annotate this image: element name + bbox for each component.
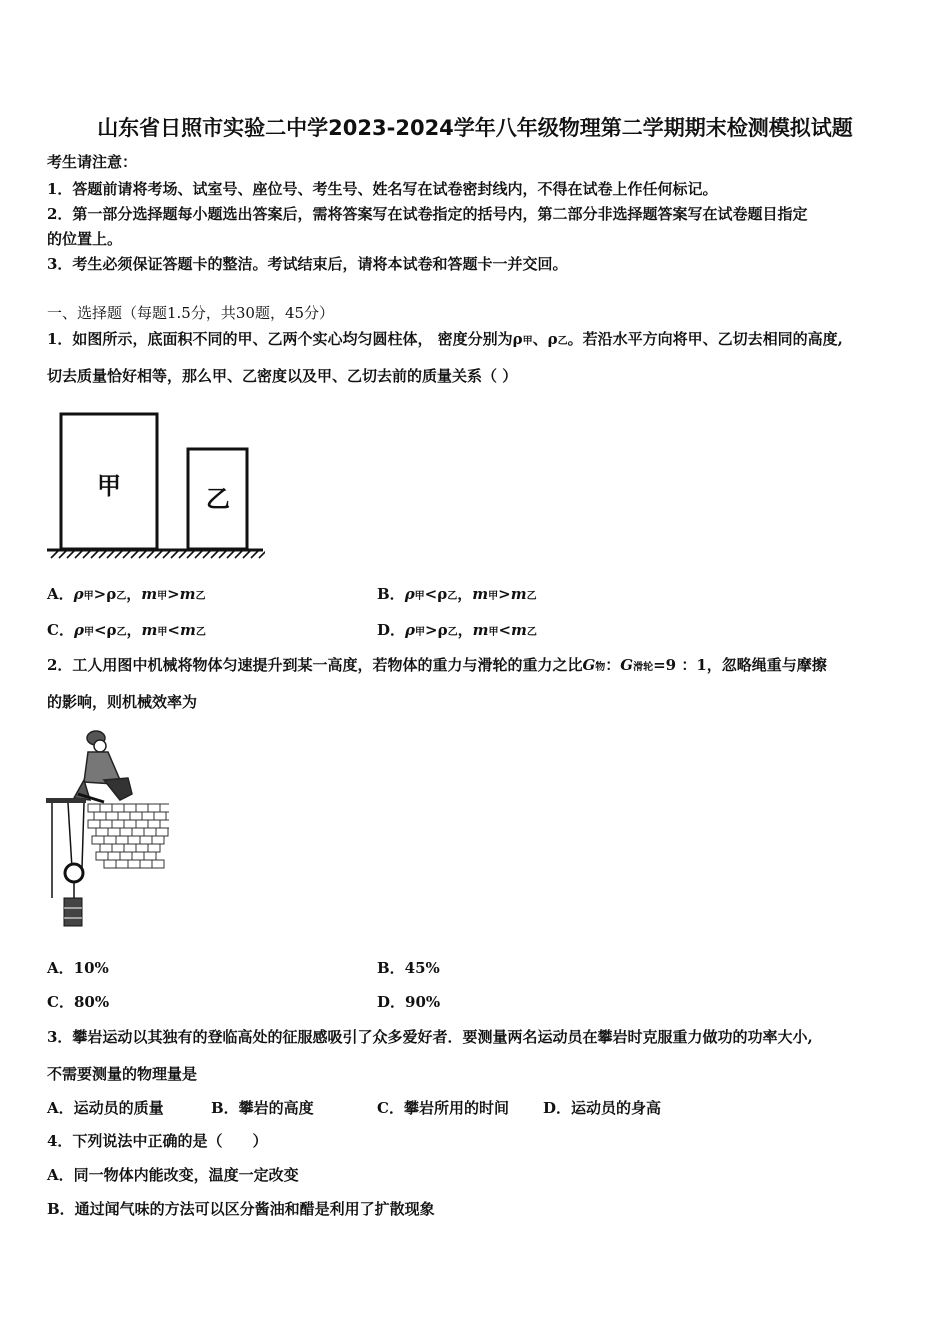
notice-item-2-cont: 的位置上。 bbox=[47, 230, 123, 248]
q1-rho-yi: ρ乙 bbox=[547, 330, 568, 348]
notice-item-1: 1．答题前请将考场、试室号、座位号、考生号、姓名写在试卷密封线内，不得在试卷上作任何标记。 bbox=[47, 180, 718, 198]
section-heading: 一、选择题（每题1.5分，共30题，45分） bbox=[47, 304, 335, 322]
q2-option-b[interactable]: B．45% bbox=[377, 959, 440, 977]
q2-stem-line2: 的影响，则机械效率为 bbox=[47, 693, 198, 711]
q4-stem: 4．下列说法中正确的是（ ） bbox=[47, 1132, 268, 1150]
q2-figure bbox=[44, 728, 169, 938]
q4-option-a[interactable]: A．同一物体内能改变，温度一定改变 bbox=[47, 1166, 299, 1184]
q1-stem-text-b: 。若沿水平方向将甲、乙切去相同的高度, bbox=[567, 330, 843, 348]
label-yi: 乙 bbox=[206, 485, 230, 513]
exam-title: 山东省日照市实验二中学2023-2024学年八年级物理第二学期期末检测模拟试题 bbox=[97, 116, 853, 140]
notice-item-3: 3．考生必须保证答题卡的整洁。考试结束后，请将本试卷和答题卡一并交回。 bbox=[47, 255, 568, 273]
notice-heading: 考生请注意： bbox=[47, 153, 138, 171]
q1-stem-line2: 切去质量恰好相等，那么甲、乙密度以及甲、乙切去前的质量关系（ ） bbox=[47, 367, 518, 385]
q4-option-b[interactable]: B．通过闻气味的方法可以区分酱油和醋是利用了扩散现象 bbox=[47, 1200, 435, 1218]
q1-figure bbox=[45, 408, 265, 563]
q1-rho-jia: ρ甲 bbox=[512, 330, 533, 348]
notice-item-2: 2．第一部分选择题每小题选出答案后，需将答案写在试卷指定的括号内，第二部分非选择题答案写在试卷题目指定 bbox=[47, 205, 808, 223]
load bbox=[64, 898, 82, 926]
q2-stem-line1: 2．工人用图中机械将物体匀速提升到某一高度，若物体的重力与滑轮的重力之比G物：G滑轮=9 ：1，忽略绳重与摩擦 bbox=[47, 656, 827, 674]
beam bbox=[46, 798, 86, 803]
q1-option-b[interactable]: B．ρ甲<ρ乙，m甲>m乙 bbox=[377, 585, 537, 603]
q3-stem-line1: 3．攀岩运动以其独有的登临高处的征服感吸引了众多爱好者．要测量两名运动员在攀岩时克服重力做功的功率大小, bbox=[47, 1028, 813, 1046]
q2-option-a[interactable]: A．10% bbox=[47, 959, 109, 977]
brick-wall bbox=[88, 804, 169, 868]
q1-option-c[interactable]: C．ρ甲<ρ乙，m甲<m乙 bbox=[47, 621, 206, 639]
ground-hatching bbox=[51, 551, 265, 558]
q3-option-d[interactable]: D．运动员的身高 bbox=[543, 1099, 662, 1117]
q3-option-c[interactable]: C．攀岩所用的时间 bbox=[377, 1099, 509, 1117]
q1-stem-line1: 1．如图所示，底面积不同的甲、乙两个实心均匀圆柱体， 密度分别为ρ甲、ρ乙。若沿水平方向将甲、乙切去相同的高度, bbox=[47, 330, 843, 348]
q3-stem-line2: 不需要测量的物理量是 bbox=[47, 1065, 198, 1083]
q3-option-b[interactable]: B．攀岩的高度 bbox=[211, 1099, 314, 1117]
q3-option-a[interactable]: A．运动员的质量 bbox=[47, 1099, 164, 1117]
pulley bbox=[65, 864, 83, 882]
q1-option-a[interactable]: A．ρ甲>ρ乙，m甲>m乙 bbox=[47, 585, 206, 603]
q1-option-d[interactable]: D．ρ甲>ρ乙，m甲<m乙 bbox=[377, 621, 537, 639]
label-jia: 甲 bbox=[97, 472, 121, 500]
q2-option-d[interactable]: D．90% bbox=[377, 993, 441, 1011]
q1-stem-text-a: 1．如图所示，底面积不同的甲、乙两个实心均匀圆柱体， 密度分别为 bbox=[47, 330, 513, 348]
worker bbox=[74, 731, 132, 802]
q2-option-c[interactable]: C．80% bbox=[47, 993, 110, 1011]
